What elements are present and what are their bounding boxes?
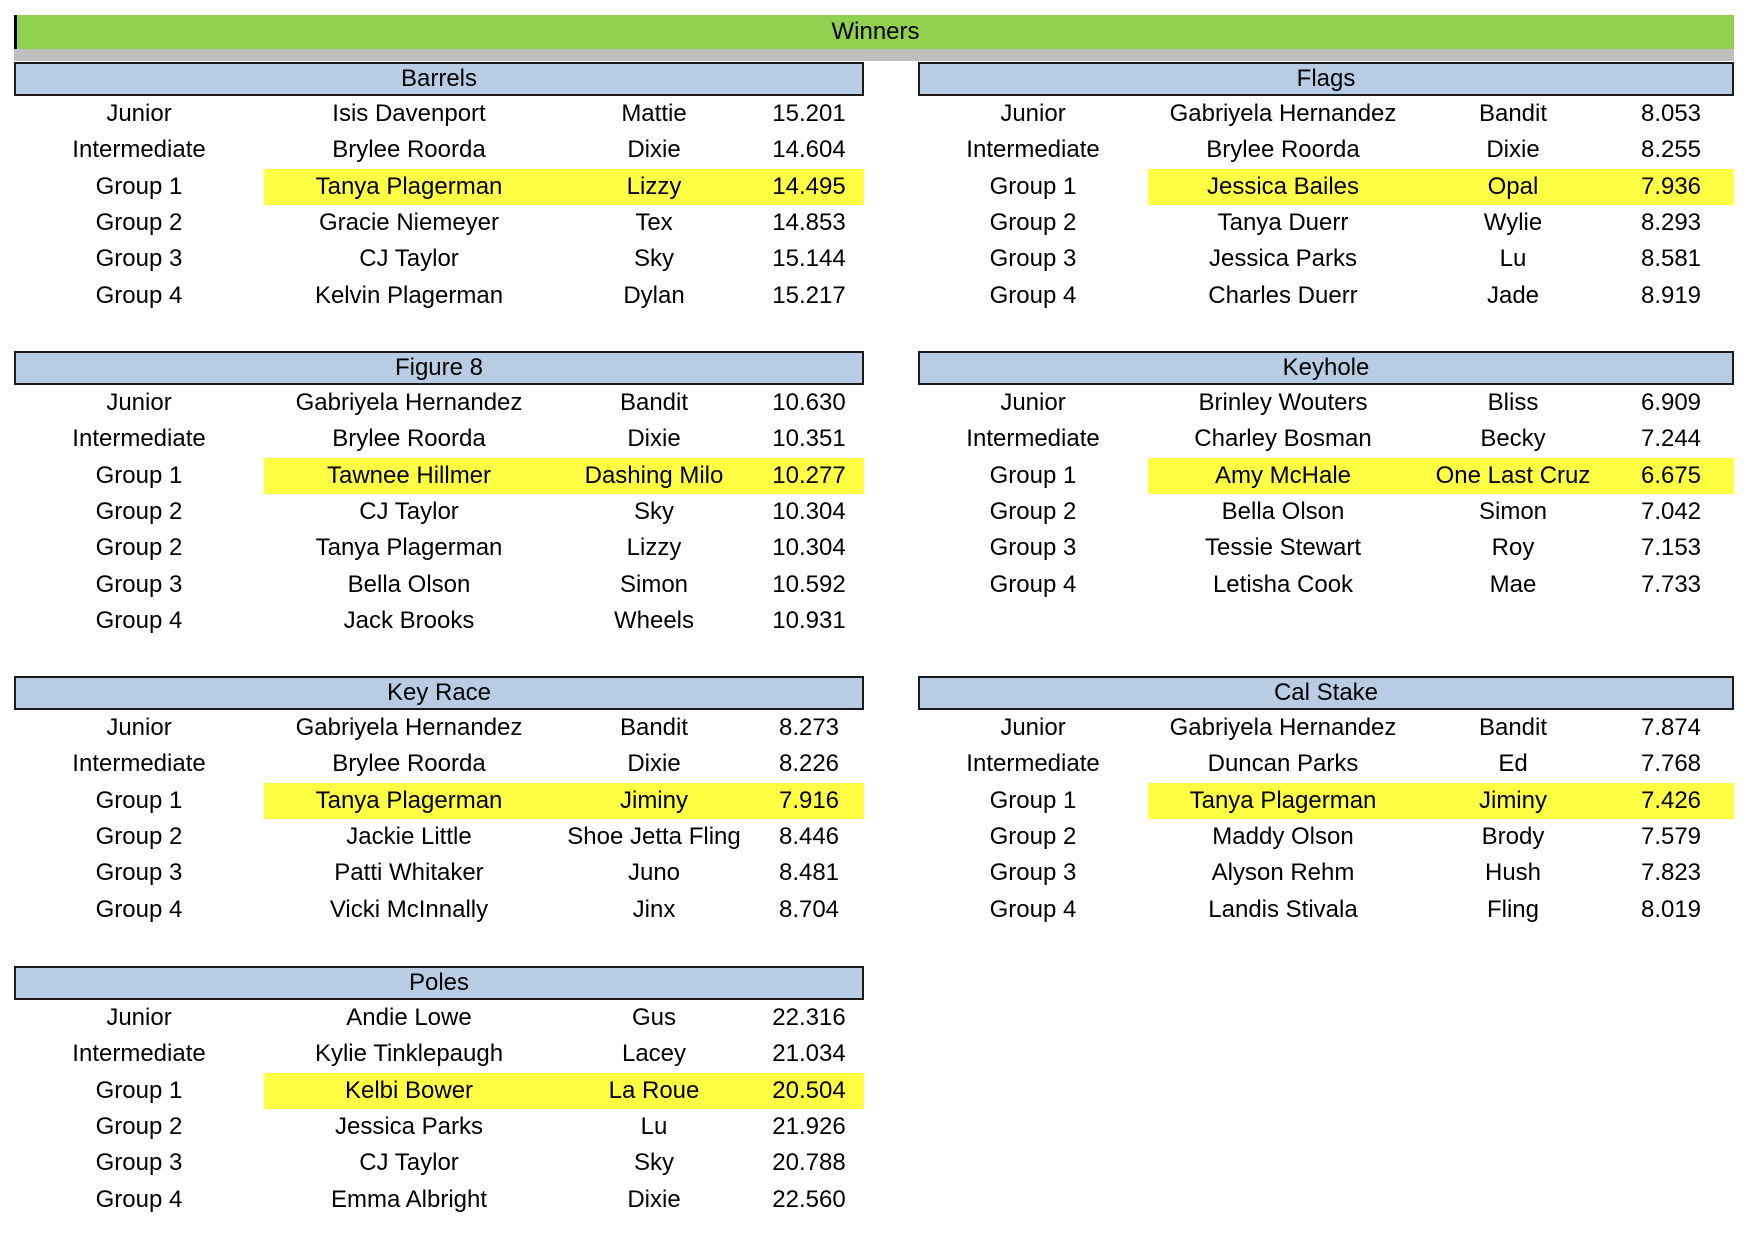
horse-cell: Bliss	[1487, 389, 1539, 417]
class-cell: Junior	[106, 389, 172, 417]
class-cell: Group 4	[95, 606, 183, 634]
time-cell: 15.201	[772, 100, 846, 128]
horse-cell: Simon	[1478, 498, 1548, 526]
table-row	[918, 494, 1734, 530]
rider-cell: Jessica Parks	[334, 1113, 484, 1141]
table-row	[14, 1109, 864, 1145]
class-cell: Group 3	[95, 1149, 183, 1177]
rider-cell: Gabriyela Hernandez	[295, 714, 523, 742]
table-row	[14, 96, 864, 132]
table-row	[918, 385, 1734, 421]
section-header: Cal Stake	[918, 676, 1734, 710]
class-cell: Group 4	[989, 895, 1077, 923]
horse-cell: Becky	[1480, 425, 1546, 453]
class-cell: Group 1	[989, 786, 1077, 814]
rider-cell: CJ Taylor	[359, 1149, 459, 1177]
rider-cell: Bella Olson	[347, 570, 471, 598]
horse-cell: Bandit	[619, 714, 689, 742]
rider-cell: Charles Duerr	[1208, 281, 1358, 309]
time-cell: 8.053	[1640, 100, 1702, 128]
class-cell: Group 3	[95, 570, 183, 598]
table-row	[918, 132, 1734, 168]
rider-cell: Tanya Plagerman	[264, 783, 554, 819]
table-row	[14, 603, 864, 639]
time-cell: 7.426	[1608, 783, 1734, 819]
class-cell: Intermediate	[72, 1040, 206, 1068]
rider-cell: Brylee Roorda	[332, 750, 486, 778]
rider-cell: Tawnee Hillmer	[264, 458, 554, 494]
rider-cell: CJ Taylor	[359, 245, 459, 273]
section-header: Barrels	[14, 62, 864, 96]
horse-cell: Sky	[633, 245, 674, 273]
horse-cell: Wylie	[1483, 209, 1543, 237]
horse-cell: Sky	[633, 1149, 674, 1177]
section-header: Key Race	[14, 676, 864, 710]
time-cell: 14.604	[772, 136, 846, 164]
class-cell: Group 1	[95, 461, 183, 489]
table-row	[918, 530, 1734, 566]
rider-cell: Patti Whitaker	[334, 859, 484, 887]
table-row	[14, 205, 864, 241]
time-cell: 10.592	[772, 570, 846, 598]
time-cell: 8.019	[1640, 895, 1702, 923]
rider-cell: Jack Brooks	[343, 606, 475, 634]
section-calstake	[918, 676, 1734, 928]
class-cell: Group 1	[95, 786, 183, 814]
horse-cell: Lu	[640, 1113, 668, 1141]
horse-cell: Bandit	[1478, 100, 1548, 128]
table-row	[918, 169, 1734, 205]
winners-banner	[14, 15, 1734, 49]
section-keyrace	[14, 676, 864, 928]
rider-cell: Tanya Plagerman	[315, 534, 503, 562]
time-cell: 10.304	[772, 498, 846, 526]
time-cell: 21.034	[772, 1040, 846, 1068]
rider-cell: Jessica Parks	[1208, 245, 1358, 273]
rider-cell: Brylee Roorda	[1206, 136, 1360, 164]
horse-cell: Jade	[1486, 281, 1540, 309]
horse-cell: Wheels	[613, 606, 695, 634]
rider-cell: Letisha Cook	[1212, 570, 1354, 598]
rider-cell: CJ Taylor	[359, 498, 459, 526]
time-cell: 20.788	[772, 1149, 846, 1177]
time-cell: 8.704	[778, 895, 840, 923]
class-cell: Group 2	[95, 498, 183, 526]
horse-cell: Opal	[1418, 169, 1608, 205]
table-row	[14, 783, 864, 819]
table-row	[14, 458, 864, 494]
rider-cell: Alyson Rehm	[1211, 859, 1355, 887]
time-cell: 10.277	[754, 458, 864, 494]
class-cell: Group 3	[989, 245, 1077, 273]
rider-cell: Gabriyela Hernandez	[295, 389, 523, 417]
table-row	[14, 1073, 864, 1109]
horse-cell: Jiminy	[1418, 783, 1608, 819]
horse-cell: Lizzy	[626, 534, 682, 562]
rider-cell: Duncan Parks	[1207, 750, 1359, 778]
time-cell: 10.630	[772, 389, 846, 417]
class-cell: Group 2	[95, 209, 183, 237]
horse-cell: Ed	[1498, 750, 1528, 778]
horse-cell: Hush	[1484, 859, 1542, 887]
time-cell: 7.874	[1640, 714, 1702, 742]
table-row	[918, 241, 1734, 277]
rider-cell: Vicki McInnally	[329, 895, 489, 923]
time-cell: 7.916	[754, 783, 864, 819]
horse-cell: Dixie	[627, 1185, 681, 1213]
class-cell: Group 2	[95, 823, 183, 851]
class-cell: Group 3	[989, 859, 1077, 887]
horse-cell: Dashing Milo	[554, 458, 754, 494]
rider-cell: Kelvin Plagerman	[314, 281, 504, 309]
time-cell: 15.217	[772, 281, 846, 309]
horse-cell: Brody	[1481, 823, 1545, 851]
rider-cell: Isis Davenport	[332, 100, 486, 128]
horse-cell: Shoe Jetta Fling	[567, 823, 741, 851]
time-cell: 6.909	[1640, 389, 1702, 417]
table-row	[14, 385, 864, 421]
rider-cell: Gabriyela Hernandez	[1169, 714, 1397, 742]
table-row	[918, 458, 1734, 494]
rider-cell: Tanya Plagerman	[1148, 783, 1418, 819]
time-cell: 15.144	[772, 245, 846, 273]
section-header: Flags	[918, 62, 1734, 96]
time-cell: 10.931	[772, 606, 846, 634]
time-cell: 7.244	[1640, 425, 1702, 453]
class-cell: Group 4	[95, 1185, 183, 1213]
horse-cell: Tex	[635, 209, 673, 237]
class-cell: Group 1	[95, 1076, 183, 1104]
time-cell: 22.560	[772, 1185, 846, 1213]
rider-cell: Kelbi Bower	[264, 1073, 554, 1109]
rider-cell: Brylee Roorda	[332, 136, 486, 164]
time-cell: 8.581	[1640, 245, 1702, 273]
class-cell: Group 1	[989, 461, 1077, 489]
rider-cell: Andie Lowe	[346, 1004, 472, 1032]
class-cell: Group 1	[95, 172, 183, 200]
rider-cell: Brinley Wouters	[1198, 389, 1368, 417]
class-cell: Intermediate	[72, 136, 206, 164]
time-cell: 7.153	[1640, 534, 1702, 562]
class-cell: Intermediate	[72, 425, 206, 453]
table-row	[918, 566, 1734, 602]
rider-cell: Tessie Stewart	[1204, 534, 1362, 562]
time-cell: 8.919	[1640, 281, 1702, 309]
time-cell: 8.255	[1640, 136, 1702, 164]
table-row	[14, 169, 864, 205]
class-cell: Group 2	[989, 823, 1077, 851]
horse-cell: Lizzy	[554, 169, 754, 205]
horse-cell: Bandit	[1478, 714, 1548, 742]
table-row	[14, 566, 864, 602]
table-row	[918, 783, 1734, 819]
time-cell: 22.316	[772, 1004, 846, 1032]
table-row	[918, 819, 1734, 855]
rider-cell: Charley Bosman	[1194, 425, 1372, 453]
class-cell: Group 2	[989, 498, 1077, 526]
time-cell: 7.768	[1640, 750, 1702, 778]
table-row	[14, 891, 864, 927]
class-cell: Group 2	[95, 534, 183, 562]
table-row	[14, 1000, 864, 1036]
class-cell: Junior	[106, 1004, 172, 1032]
table-row	[918, 277, 1734, 313]
horse-cell: Mattie	[621, 100, 687, 128]
table-row	[918, 855, 1734, 891]
horse-cell: Dylan	[623, 281, 685, 309]
class-cell: Junior	[1000, 714, 1066, 742]
time-cell: 14.853	[772, 209, 846, 237]
class-cell: Group 4	[989, 281, 1077, 309]
rider-cell: Gracie Niemeyer	[318, 209, 500, 237]
table-row	[14, 494, 864, 530]
rider-cell: Kylie Tinklepaugh	[314, 1040, 504, 1068]
time-cell: 20.504	[754, 1073, 864, 1109]
table-row	[14, 1181, 864, 1217]
horse-cell: Fling	[1486, 895, 1540, 923]
section-poles	[14, 966, 864, 1218]
time-cell: 10.304	[772, 534, 846, 562]
table-row	[918, 205, 1734, 241]
horse-cell: Dixie	[627, 750, 681, 778]
time-cell: 7.579	[1640, 823, 1702, 851]
class-cell: Group 3	[95, 245, 183, 273]
horse-cell: Mae	[1489, 570, 1537, 598]
table-row	[14, 132, 864, 168]
table-row	[918, 421, 1734, 457]
section-barrels	[14, 62, 864, 314]
table-row	[14, 855, 864, 891]
time-cell: 8.273	[778, 714, 840, 742]
section-header: Poles	[14, 966, 864, 1000]
horse-cell: Bandit	[619, 389, 689, 417]
table-row	[14, 421, 864, 457]
horse-cell: Dixie	[627, 136, 681, 164]
banner-divider	[14, 49, 1734, 61]
table-row	[14, 710, 864, 746]
horse-cell: One Last Cruz	[1418, 458, 1608, 494]
table-row	[918, 891, 1734, 927]
rider-cell: Jackie Little	[346, 823, 472, 851]
table-row	[14, 277, 864, 313]
class-cell: Group 3	[95, 859, 183, 887]
class-cell: Group 3	[989, 534, 1077, 562]
time-cell: 8.446	[778, 823, 840, 851]
class-cell: Group 4	[95, 895, 183, 923]
rider-cell: Amy McHale	[1148, 458, 1418, 494]
rider-cell: Emma Albright	[330, 1185, 488, 1213]
table-row	[14, 1036, 864, 1072]
class-cell: Junior	[1000, 389, 1066, 417]
horse-cell: Dixie	[1486, 136, 1540, 164]
time-cell: 21.926	[772, 1113, 846, 1141]
class-cell: Intermediate	[72, 750, 206, 778]
rider-cell: Jessica Bailes	[1148, 169, 1418, 205]
table-row	[14, 746, 864, 782]
rider-cell: Maddy Olson	[1212, 823, 1354, 851]
winners-title: Winners	[831, 18, 920, 45]
class-cell: Group 2	[95, 1113, 183, 1141]
horse-cell: Jinx	[632, 895, 676, 923]
horse-cell: Dixie	[627, 425, 681, 453]
time-cell: 10.351	[772, 425, 846, 453]
horse-cell: Juno	[627, 859, 681, 887]
horse-cell: Lu	[1499, 245, 1527, 273]
class-cell: Junior	[1000, 100, 1066, 128]
class-cell: Group 4	[989, 570, 1077, 598]
section-header: Figure 8	[14, 351, 864, 385]
class-cell: Intermediate	[966, 425, 1100, 453]
rider-cell: Tanya Plagerman	[264, 169, 554, 205]
time-cell: 8.293	[1640, 209, 1702, 237]
horse-cell: La Roue	[554, 1073, 754, 1109]
table-row	[14, 1145, 864, 1181]
time-cell: 6.675	[1608, 458, 1734, 494]
class-cell: Junior	[106, 100, 172, 128]
table-row	[14, 530, 864, 566]
time-cell: 8.481	[778, 859, 840, 887]
class-cell: Junior	[106, 714, 172, 742]
class-cell: Intermediate	[966, 750, 1100, 778]
horse-cell: Gus	[631, 1004, 676, 1032]
horse-cell: Simon	[619, 570, 689, 598]
horse-cell: Jiminy	[554, 783, 754, 819]
table-row	[14, 241, 864, 277]
section-flags	[918, 62, 1734, 314]
time-cell: 7.823	[1640, 859, 1702, 887]
time-cell: 7.042	[1640, 498, 1702, 526]
section-figure8	[14, 351, 864, 639]
horse-cell: Roy	[1491, 534, 1535, 562]
time-cell: 7.733	[1640, 570, 1702, 598]
time-cell: 8.226	[778, 750, 840, 778]
table-row	[918, 96, 1734, 132]
rider-cell: Brylee Roorda	[332, 425, 486, 453]
time-cell: 14.495	[754, 169, 864, 205]
class-cell: Group 2	[989, 209, 1077, 237]
horse-cell: Lacey	[621, 1040, 687, 1068]
table-row	[918, 746, 1734, 782]
table-row	[918, 710, 1734, 746]
section-keyhole	[918, 351, 1734, 603]
class-cell: Intermediate	[966, 136, 1100, 164]
rider-cell: Bella Olson	[1221, 498, 1345, 526]
horse-cell: Sky	[633, 498, 674, 526]
rider-cell: Tanya Duerr	[1217, 209, 1349, 237]
time-cell: 7.936	[1608, 169, 1734, 205]
class-cell: Group 1	[989, 172, 1077, 200]
rider-cell: Gabriyela Hernandez	[1169, 100, 1397, 128]
class-cell: Group 4	[95, 281, 183, 309]
table-row	[14, 819, 864, 855]
section-header: Keyhole	[918, 351, 1734, 385]
rider-cell: Landis Stivala	[1208, 895, 1358, 923]
